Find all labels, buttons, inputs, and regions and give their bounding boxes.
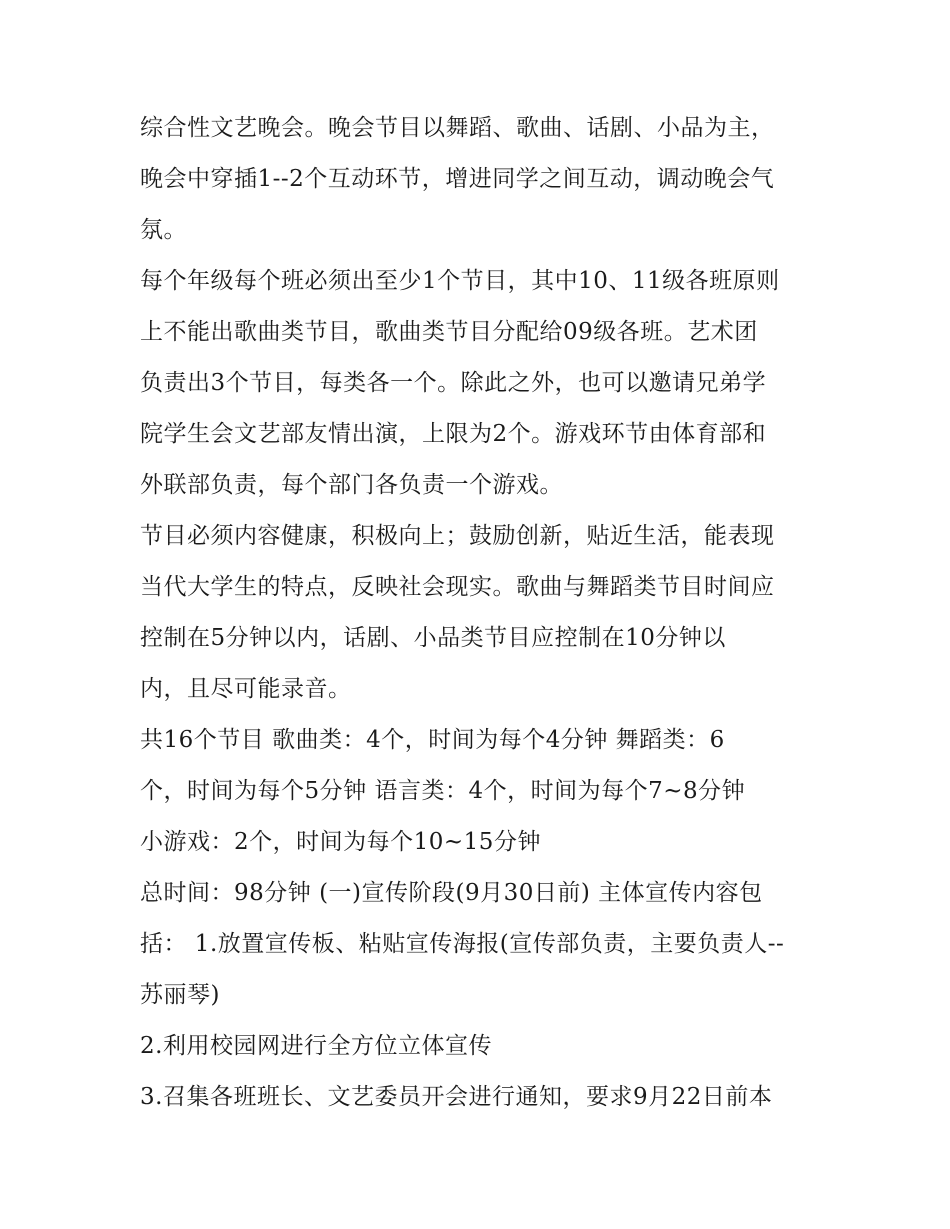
text-line: 负责出3个节目，每类各一个。除此之外，也可以邀请兄弟学 [140,370,767,396]
text-line: 晚会中穿插1--2个互动环节，增进同学之间互动，调动晚会气 [140,166,775,192]
text-line: 苏丽琴) [140,982,220,1008]
text-line: 每个年级每个班必须出至少1个节目，其中10、11级各班原则 [140,268,780,294]
text-line: 括： 1.放置宣传板、粘贴宣传海报(宣传部负责，主要负责人-- [140,931,785,957]
text-line: 3.召集各班班长、文艺委员开会进行通知，要求9月22日前本 [140,1084,773,1110]
text-line: 小游戏：2个，时间为每个10~15分钟 [140,829,541,855]
text-line: 外联部负责，每个部门各负责一个游戏。 [140,472,563,498]
document-body [140,103,820,1123]
text-line: 个，时间为每个5分钟 语言类：4个，时间为每个7~8分钟 [140,778,746,804]
text-line: 氛。 [140,217,187,243]
text-line: 总时间：98分钟 (一)宣传阶段(9月30日前) 主体宣传内容包 [140,880,763,906]
text-line: 当代大学生的特点，反映社会现实。歌曲与舞蹈类节目时间应 [140,574,775,600]
text-line: 2.利用校园网进行全方位立体宣传 [140,1033,492,1059]
text-line: 节目必须内容健康，积极向上；鼓励创新，贴近生活，能表现 [140,523,775,549]
text-line: 院学生会文艺部友情出演，上限为2个。游戏环节由体育部和 [140,421,767,447]
text-line: 控制在5分钟以内，话剧、小品类节目应控制在10分钟以 [140,625,726,651]
text-line: 上不能出歌曲类节目，歌曲类节目分配给09级各班。艺术团 [140,319,758,345]
text-line: 共16个节目 歌曲类：4个，时间为每个4分钟 舞蹈类：6 [140,727,725,753]
text-line: 内，且尽可能录音。 [140,676,352,702]
text-line: 综合性文艺晚会。晚会节目以舞蹈、歌曲、话剧、小品为主， [140,115,775,141]
